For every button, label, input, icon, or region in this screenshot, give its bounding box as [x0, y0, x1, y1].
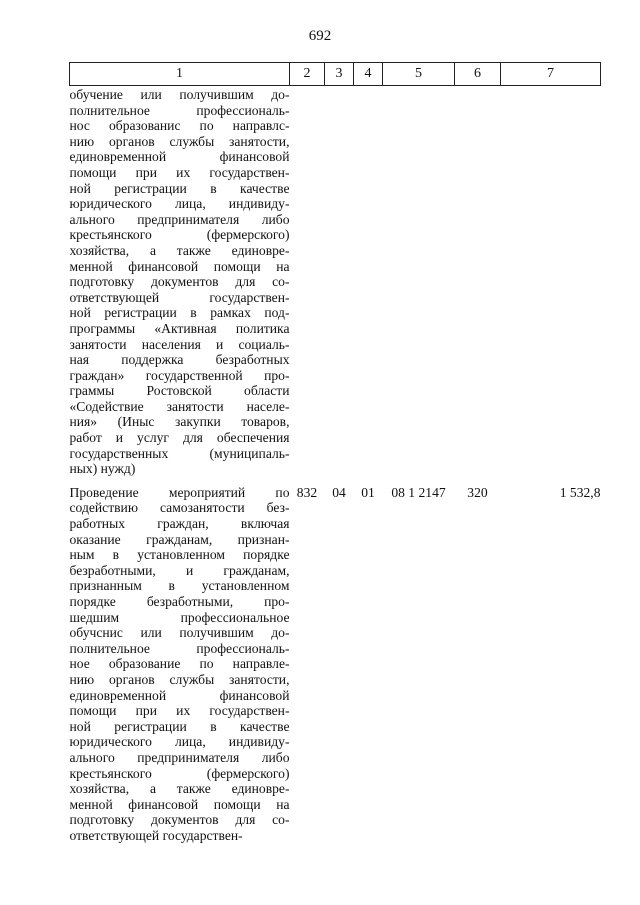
text-line: помощи при их государствен- [69, 703, 290, 719]
text-line: хозяйства, а также единовре- [69, 242, 290, 258]
text-line: подготовку документов для со- [69, 812, 290, 828]
text-line: «Содействие занятости населе- [69, 398, 290, 414]
cell-subsection [354, 86, 383, 477]
text-line: обучснис или получившим до- [69, 625, 290, 641]
budget-table [69, 62, 601, 844]
text-line: работных граждан, включая [69, 516, 290, 532]
text-line: помощи при их государствен- [69, 164, 290, 180]
text-line: ных) нужд) [69, 461, 136, 477]
row-description-cell [70, 477, 290, 844]
text-line: нос образованис по направлс- [69, 118, 290, 134]
text-line: Проведение мероприятий по [69, 484, 290, 500]
text-line: единовременной финансовой [69, 687, 290, 703]
row-description [70, 485, 290, 844]
table-header-row [70, 63, 601, 86]
text-line: безработными, и гражданам, [69, 562, 290, 578]
text-line: полнительное профессиональ- [69, 640, 290, 656]
text-line: хозяйства, а также единовре- [69, 781, 290, 797]
text-line: оказание гражданам, признан- [69, 531, 290, 547]
text-line: ным в установленном порядке [69, 547, 290, 563]
cell-target-article [383, 86, 455, 477]
text-line: менной финансовой помощи на [69, 796, 290, 812]
text-line: подготовку документов для со- [69, 274, 290, 290]
text-line: граждан» государственной про- [69, 367, 290, 383]
col-header-1: 1 [70, 63, 290, 86]
text-line: нию органов службы занятости, [69, 133, 290, 149]
text-line: ального предпринимателя либо [69, 749, 290, 765]
text-line: ной регистрации в рамках под- [69, 305, 290, 321]
page-number: 692 [308, 28, 332, 44]
text-line: порядке безработными, про- [69, 594, 290, 609]
cell-ministry: 832 [296, 484, 318, 500]
text-line: программы «Активная политика [69, 320, 290, 336]
text-line: ная поддержка безработных [69, 352, 290, 368]
text-line: полнительное профессиональ- [69, 102, 290, 118]
cell-expense-type: 320 [467, 484, 488, 500]
cell-subsection: 01 [361, 484, 375, 500]
cell-target-article: 08 1 2147 [391, 484, 446, 500]
text-line: граммы Ростовской области [69, 383, 290, 399]
text-line: содействию самозанятости без- [69, 500, 290, 516]
text-line: юридического лица, индивиду- [69, 196, 290, 212]
text-line: признанным в установленном [69, 578, 290, 594]
text-line: юридического лица, индивиду- [69, 734, 290, 750]
table-row [70, 477, 601, 844]
text-line: нию органов службы занятости, [69, 671, 290, 687]
text-line: занятости населения и социаль- [69, 336, 290, 352]
row-description [70, 87, 290, 477]
text-line: ответствующей государствен- [69, 289, 290, 305]
text-line: обучение или получившим до- [69, 87, 290, 102]
col-header-4: 4 [354, 63, 383, 86]
cell-amount [501, 86, 601, 477]
table-row [70, 86, 601, 477]
col-header-5: 5 [383, 63, 455, 86]
text-line: ной регистрации в качестве [69, 180, 290, 196]
col-header-6: 6 [455, 63, 501, 86]
text-line: крестьянского (фермерского) [69, 227, 290, 243]
cell-amount: 1 532,8 [559, 484, 601, 500]
text-line: ния» (Иныс закупки товаров, [69, 414, 290, 430]
col-header-3: 3 [325, 63, 354, 86]
text-line: единовременной финансовой [69, 149, 290, 165]
text-line: менной финансовой помощи на [69, 258, 290, 274]
text-line: государственных (муниципаль- [69, 445, 290, 461]
text-line: ответствующей государствен- [69, 827, 243, 843]
text-line: крестьянского (фермерского) [69, 765, 290, 781]
cell-section: 04 [332, 484, 346, 500]
text-line: ное образование по направле- [69, 656, 290, 672]
row-description-cell [70, 86, 290, 477]
cell-section [325, 86, 354, 477]
text-line: работ и услуг для обеспечения [69, 430, 290, 446]
col-header-7: 7 [501, 63, 601, 86]
text-line: шедшим профессиональное [69, 609, 290, 625]
cell-ministry [290, 86, 325, 477]
text-line: ального предпринимателя либо [69, 211, 290, 227]
text-line: ной регистрации в качестве [69, 718, 290, 734]
cell-expense-type [455, 86, 501, 477]
col-header-2: 2 [290, 63, 325, 86]
